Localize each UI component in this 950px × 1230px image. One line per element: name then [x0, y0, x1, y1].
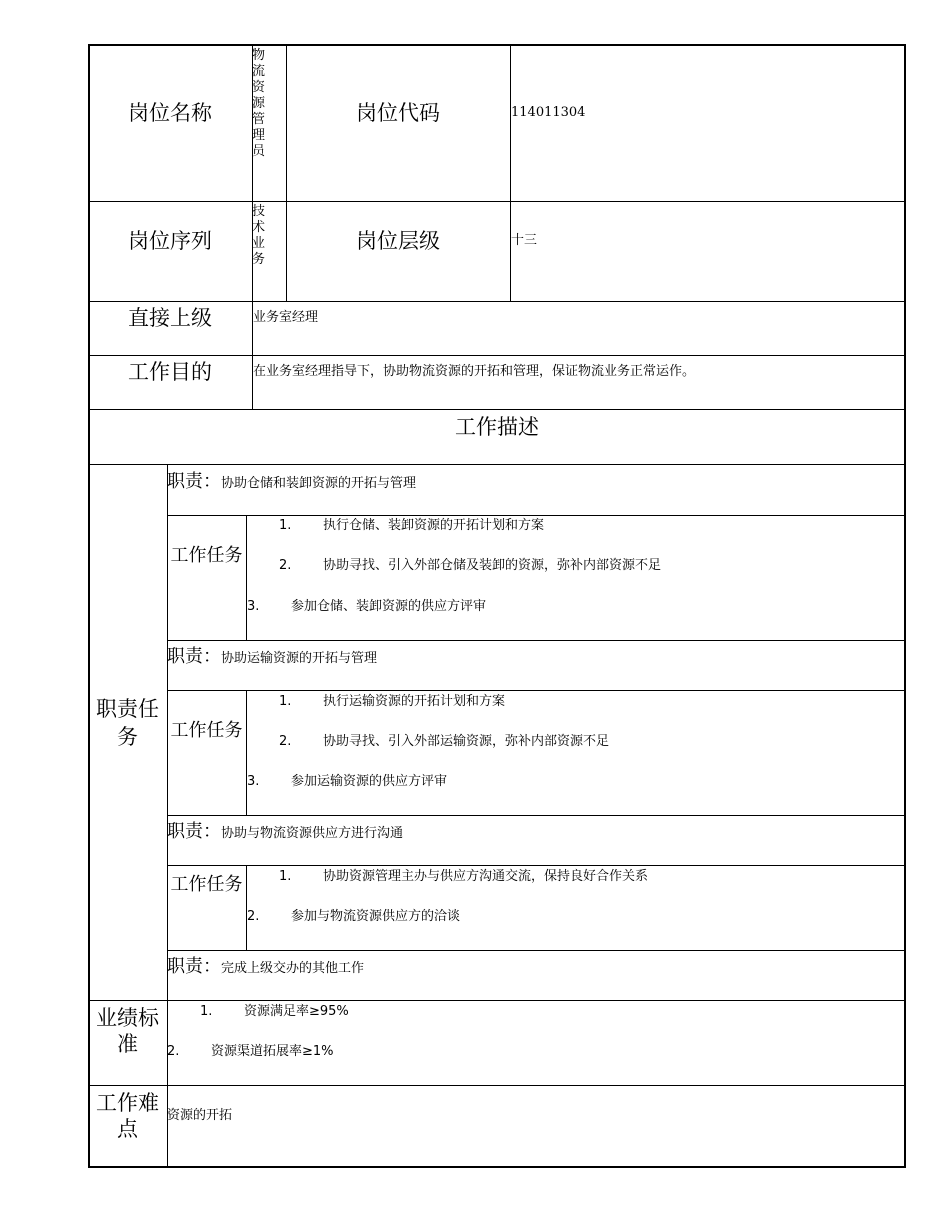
duty-text: 完成上级交办的其他工作	[221, 961, 365, 976]
row-divider	[88, 301, 906, 302]
row-divider	[88, 201, 906, 202]
task-num: 2.	[279, 734, 292, 749]
task-text: 参加运输资源的供应方评审	[291, 774, 448, 789]
label-position-level: 岗位层级	[356, 229, 440, 253]
section-title-description: 工作描述	[455, 415, 539, 439]
row-divider	[88, 1085, 906, 1086]
task-text: 协助寻找、引入外部运输资源，弥补内部资源不足	[323, 734, 610, 749]
performance-text: 资源渠道拓展率≥1%	[211, 1044, 334, 1059]
row-divider	[88, 409, 906, 410]
label-difficulty: 工作难点	[96, 1091, 159, 1141]
duty-title	[167, 646, 377, 668]
row-divider	[167, 865, 906, 866]
row-divider	[88, 464, 906, 465]
label-performance: 业绩标准	[96, 1006, 159, 1056]
duty-prefix: 职责：	[167, 956, 221, 977]
performance-num: 2.	[167, 1044, 180, 1059]
value-position-name: 物流资源管理员	[252, 48, 266, 159]
task-text: 执行仓储、装卸资源的开拓计划和方案	[323, 518, 545, 533]
row-divider	[167, 815, 906, 816]
col-divider	[246, 515, 247, 640]
duty-prefix: 职责：	[167, 646, 221, 667]
task-text: 协助资源管理主办与供应方沟通交流，保持良好合作关系	[323, 869, 649, 884]
duty-title	[167, 821, 403, 843]
label-superior: 直接上级	[128, 306, 212, 330]
value-purpose: 在业务室经理指导下，协助物流资源的开拓和管理，保证物流业务正常运作。	[253, 364, 696, 379]
task-text: 参加与物流资源供应方的洽谈	[291, 909, 461, 924]
value-position-series: 技术业务	[252, 204, 266, 267]
task-num: 1.	[279, 694, 292, 709]
row-divider	[167, 515, 906, 516]
col-divider	[167, 464, 168, 1168]
value-position-level: 十三	[511, 233, 538, 248]
row-divider	[167, 640, 906, 641]
duty-prefix: 职责：	[167, 821, 221, 842]
label-position-name: 岗位名称	[128, 101, 212, 125]
value-difficulty: 资源的开拓	[167, 1108, 233, 1123]
value-position-code: 114011304	[511, 105, 586, 120]
task-num: 1.	[279, 869, 292, 884]
row-divider	[167, 690, 906, 691]
performance-num: 1.	[200, 1004, 213, 1019]
duty-prefix: 职责：	[167, 471, 221, 492]
task-num: 1.	[279, 518, 292, 533]
duty-text: 协助运输资源的开拓与管理	[221, 651, 378, 666]
col-divider	[286, 44, 287, 302]
task-num: 2.	[279, 558, 292, 573]
label-tasks: 工作任务	[170, 720, 243, 741]
duty-text: 协助仓储和装卸资源的开拓与管理	[221, 476, 417, 491]
task-text: 协助寻找、引入外部仓储及装卸的资源，弥补内部资源不足	[323, 558, 662, 573]
row-divider	[167, 950, 906, 951]
col-divider	[246, 690, 247, 815]
label-duties: 职责任务	[96, 697, 159, 749]
label-purpose: 工作目的	[128, 360, 212, 384]
duty-title	[167, 471, 416, 493]
task-text: 执行运输资源的开拓计划和方案	[323, 694, 506, 709]
col-divider	[246, 865, 247, 950]
duty-text: 协助与物流资源供应方进行沟通	[221, 826, 404, 841]
row-divider	[88, 1000, 906, 1001]
task-text: 参加仓储、装卸资源的供应方评审	[291, 599, 487, 614]
duty-title	[167, 956, 364, 978]
label-tasks: 工作任务	[170, 874, 243, 895]
row-divider	[88, 355, 906, 356]
task-num: 3.	[247, 774, 260, 789]
task-num: 3.	[247, 599, 260, 614]
task-num: 2.	[247, 909, 260, 924]
value-superior: 业务室经理	[253, 310, 319, 325]
label-position-code: 岗位代码	[356, 101, 440, 125]
performance-text: 资源满足率≥95%	[244, 1004, 349, 1019]
label-position-series: 岗位序列	[128, 229, 212, 253]
col-divider	[510, 44, 511, 302]
label-tasks: 工作任务	[170, 545, 243, 566]
